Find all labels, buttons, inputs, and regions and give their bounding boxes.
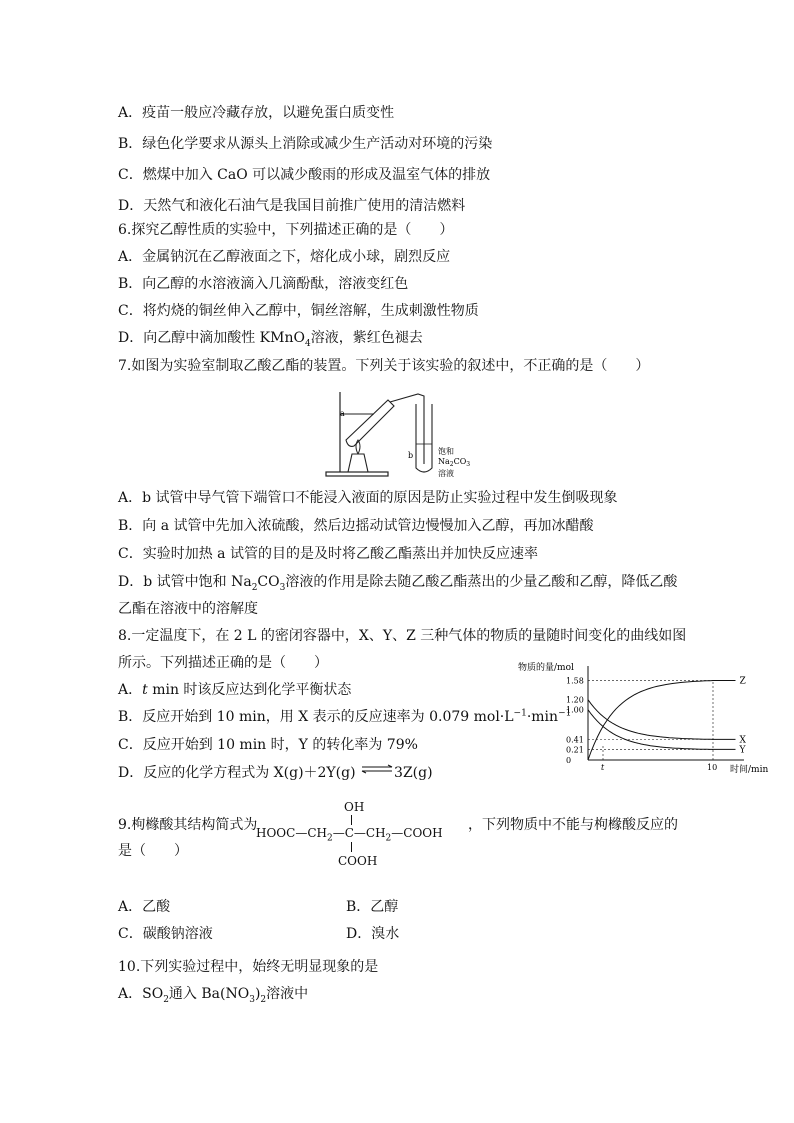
q8-option-d <box>118 764 433 782</box>
q8-stem-1: 8.一定温度下，在 2 L 的密闭容器中，X、Y、Z 三种气体的物质的量随时间变化的曲线如图 <box>118 628 687 644</box>
series-line-x <box>588 700 736 740</box>
q8-option-d-coef: 3 <box>394 765 403 781</box>
q5-option-c: C．燃煤中加入 CaO 可以减少酸雨的形成及温室气体的排放 <box>118 167 491 183</box>
y-tick-label: 1.20 <box>566 695 584 705</box>
q8-option-d-text: D．反应的化学方程式为 X(g)＋2Y(g) <box>118 765 356 781</box>
q7-option-a: A．b 试管中导气管下端管口不能浸入液面的原因是防止实验过程中发生倒吸现象 <box>118 490 618 506</box>
q9-stem-post: ，下列物质中不能与枸橼酸反应的 <box>468 817 678 833</box>
citric-acid-structure <box>256 800 456 870</box>
q6-option-d-text2: 溶液，紫红色褪去 <box>310 330 423 346</box>
q7-option-d-text1: D．b 试管中饱和 Na <box>118 574 252 590</box>
q8-option-d-product: Z(g) <box>402 765 433 781</box>
q8-option-a-text: min 时该反应达到化学平衡状态 <box>147 682 352 698</box>
q8-option-b <box>118 708 571 726</box>
q6-option-c: C．将灼烧的铜丝伸入乙醇中，铜丝溶解，生成刺激性物质 <box>118 303 479 319</box>
q6-stem: 6.探究乙醇性质的实验中，下列描述正确的是（ ） <box>118 222 454 238</box>
q6-option-b: B．向乙醇的水溶液滴入几滴酚酞，溶液变红色 <box>118 276 409 292</box>
y-tick-label: 1.58 <box>566 676 584 686</box>
label-b: b <box>408 451 414 460</box>
y-tick-label: 0.41 <box>566 735 584 745</box>
q9-stem-pre: 9.枸橼酸其结构简式为 <box>118 817 258 833</box>
test-tube-a <box>346 400 394 446</box>
structure-main-chain: $HOOC—CH_2—C—CH_2—COOH$ <box>256 826 443 844</box>
amount-time-chart <box>508 660 769 778</box>
series-line-z <box>588 681 736 761</box>
q7-option-d: D．b 试管中饱和 $Na_2CO_3$溶液的作用是除去随乙酸乙酯蒸出的少量乙酸和乙醇，降低乙酸 <box>118 574 678 593</box>
label-solution: 溶液 <box>438 469 454 478</box>
label-saturated: 饱和 <box>438 447 454 456</box>
label-a: a <box>340 409 345 418</box>
q6-option-a: A．金属钠沉在乙醇液面之下，熔化成小球，剧烈反应 <box>118 249 451 265</box>
q5-option-d: D．天然气和液化石油气是我国目前推广使用的清洁燃料 <box>118 198 466 214</box>
delivery-tube <box>390 394 424 464</box>
y-tick-label: 1.00 <box>566 705 584 715</box>
series-label-y: Y <box>739 745 746 756</box>
q7-option-c: C．实验时加热 a 试管的目的是及时将乙酸乙酯蒸出并加快反应速率 <box>118 546 538 562</box>
q8-option-a-t: t <box>142 682 148 698</box>
q8-stem-2: 所示。下列描述正确的是（ ） <box>118 655 328 671</box>
q5-option-b: B．绿色化学要求从源头上消除或减少生产活动对环境的污染 <box>118 136 493 152</box>
q6-option-d-text: D．向乙醇中滴加酸性 KMnO <box>118 330 305 346</box>
q8-option-b-sup1: −1 <box>513 708 527 719</box>
q9-option-c: C．碳酸钠溶液 <box>118 926 213 942</box>
q5-option-a: A．疫苗一般应冷藏存放，以避免蛋白质变性 <box>118 105 395 121</box>
q8-option-c: C．反应开始到 10 min 时，Y 的转化率为 79% <box>118 737 418 753</box>
q7-option-d-cont: 乙酯在溶液中的溶解度 <box>118 601 258 617</box>
equilibrium-arrow-icon <box>360 761 394 779</box>
q9-option-b: B．乙醇 <box>346 899 399 915</box>
y-tick-label: 0.21 <box>566 745 584 755</box>
structure-oh: OH <box>344 800 365 814</box>
alcohol-burner <box>348 454 368 472</box>
q10-option-a: A．$SO_2$通入 $Ba(NO_3)_2$溶液中 <box>118 986 309 1005</box>
q6-option-d: D．向乙醇中滴加酸性 KMnO$_4$溶液，紫红色褪去 <box>118 330 423 349</box>
x-axis-label: 时间/min <box>730 765 769 775</box>
x-tick-label-t: t <box>601 763 605 772</box>
q9-stem-2: 是（ ） <box>118 843 188 859</box>
q10-stem: 10.下列实验过程中，始终无明显现象的是 <box>118 959 379 975</box>
y-tick-label: 0 <box>566 756 572 765</box>
q7-option-b: B．向 a 试管中先加入浓硫酸，然后边摇动试管边慢慢加入乙醇，再加冰醋酸 <box>118 518 594 534</box>
stand-base <box>326 472 388 476</box>
q8-option-b-sup2: −1 <box>558 708 572 719</box>
q9-option-a: A．乙酸 <box>118 899 171 915</box>
series-label-z: Z <box>739 676 746 687</box>
q8-option-a <box>118 681 351 699</box>
q7-option-d-text3: 溶液的作用是除去随乙酸乙酯蒸出的少量乙酸和乙醇，降低乙酸 <box>285 574 678 590</box>
q7-stem: 7.如图为实验室制取乙酸乙酯的装置。下列关于该实验的叙述中，不正确的是（ ） <box>118 358 650 374</box>
q9-option-d: D．溴水 <box>346 926 400 942</box>
structure-bond-bottom <box>351 842 352 852</box>
label-na2co3: $Na_2CO_3$ <box>438 457 471 468</box>
series-label-x: X <box>739 735 746 746</box>
x-tick-label-10: 10 <box>707 763 718 772</box>
q8-option-a-label: A． <box>118 682 143 698</box>
q8-option-b-mid: ·min <box>526 709 559 725</box>
structure-bond-top <box>351 815 352 825</box>
q9-stem <box>118 816 257 834</box>
apparatus-figure <box>318 384 488 480</box>
structure-cooh: COOH <box>338 854 378 868</box>
q7-option-d-text2: CO <box>257 574 280 590</box>
y-axis-label: 物质的量/mol <box>518 663 574 673</box>
q8-option-b-text: B．反应开始到 10 min，用 X 表示的反应速率为 0.079 mol·L <box>118 709 514 725</box>
